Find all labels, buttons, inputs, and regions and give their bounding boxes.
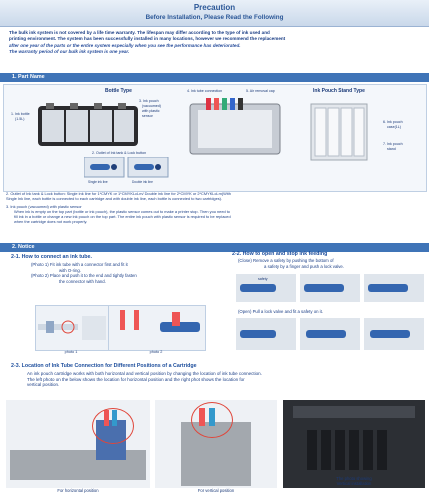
label-safety: safety [258, 277, 268, 281]
text-line: with O-ring. [59, 267, 81, 273]
label-pouch-stand: 7. Ink pouch [383, 142, 403, 146]
caption-line: The photo showing [336, 476, 372, 481]
outlet-lock-illustration [84, 157, 170, 179]
label-pouch-case-2: case(1L) [387, 125, 401, 129]
label-ink-pouch-2: (vacuumed) [142, 104, 161, 108]
pouch-type-label: Ink Pouch Stand Type [313, 88, 365, 94]
note-line: 3. Ink pouch (vacuumed) with plastic sensor [6, 204, 82, 209]
label-double-ink-line: Double ink line [132, 180, 153, 184]
label-pouch-stand-2: stand [387, 147, 396, 151]
label-pouch-case: 6. Ink pouch [383, 120, 403, 124]
text-line: the connector with hand. [59, 278, 106, 284]
caption-installation [283, 476, 425, 486]
caption-line: Vertical installation [336, 481, 372, 486]
open-text: (Open) Pull a lock valve and fit a safety on it. [238, 309, 324, 314]
page-title: Precaution [193, 3, 236, 12]
label-outlet: 2. Outlet of Ink tank & Lock button [92, 151, 147, 155]
photo-2-caption: photo 2 [149, 350, 163, 354]
text-line: vertical position. [27, 382, 60, 388]
open-valve-illustration [236, 318, 426, 352]
text-line: An ink pouch cartridge works with both horizontal and vertical position by changing the location of ink tube connection. [27, 371, 262, 376]
label-single-ink-line: Single ink line [88, 180, 108, 184]
caption-vertical: For vertical position [197, 488, 235, 493]
caption-horizontal: For horizontal position [57, 488, 99, 493]
heading-open-stop: 2-2. How to open and stop ink feeding [232, 251, 328, 257]
photo-1-caption: photo 1 [64, 350, 78, 354]
cartridge-illustration [176, 96, 286, 160]
label-ink-bottle-size: (1.5L) [15, 117, 25, 121]
section-bar-part-name: 1. Part Name [0, 73, 429, 82]
text-line: (Close) Remove a safety by pushing the bottom of [238, 258, 334, 263]
heading-connect-tube: 2-1. How to connect an ink tube. [11, 254, 92, 260]
intro-line: printing environment. The system has been successfully installed in many locations, however we recommend the replacement [9, 36, 286, 42]
close-text [238, 258, 428, 269]
note-line: 2. Outlet of Ink tank & Lock button: Single ink line for 1*CMYK or 1*CMYKLcLm/ Double ink line for 2*CMYK or 2*CMYKLcLm(With [6, 191, 231, 196]
note-outlet [6, 191, 426, 201]
photo-1-illustration [38, 312, 106, 344]
heading-location: 2-3. Location of Ink Tube Connection for Different Positions of a Cartridge [11, 363, 197, 369]
photo-2-illustration [112, 308, 202, 346]
text-line: (Photo 2) Place and push it to the end and tightly fasten [31, 273, 137, 279]
connect-tube-text [31, 262, 231, 284]
label-tube-connection: 4. Ink tube connection [187, 89, 223, 93]
text-line: The left photo on the below shows the location for horizontal position and the right phot shows the location for [27, 376, 245, 382]
intro-text [9, 30, 421, 56]
intro-line: The bulk ink system is not covered by a life time warranty. The lifespan may differ according to the type of ink used and [9, 30, 270, 35]
note-ink-pouch [6, 204, 426, 224]
label-ink-pouch-3: with plastic [142, 109, 160, 113]
bottle-tray-illustration [36, 100, 142, 150]
note-line: when the cartridge does not work properly. [14, 219, 88, 225]
label-air-cap: 5. Air removal cap [246, 89, 275, 93]
intro-line: The warranty period of our bulk ink system is one year. [9, 49, 130, 55]
label-ink-pouch: 3. Ink pouch [139, 99, 159, 103]
intro-line: after one year of the parts or the entire system especially when you see the performance has deteriorated. [9, 42, 241, 48]
note-line: Single Ink line, each bottle is connected to each cartridge and with double ink line, each bottle is connected to two cartridges). [6, 196, 223, 202]
highlight-circle [92, 408, 134, 444]
text-line: a safety by a finger and push a lock valve. [264, 263, 345, 269]
page-subtitle: Before Installation, Please Read the Following [145, 14, 284, 21]
text-line: (Photo 1) Fit ink tube with a connector first and fit it [31, 262, 128, 267]
note-line: fill ink in a bottle or change a new ink pouch on the top part. The entire ink pouch with plastic sensor is required to be replaced [14, 214, 231, 220]
section-bar-notice: 2. Notice [0, 243, 429, 252]
note-line: When ink is empty on the top part (bottle or ink pouch), the plastic sensor comes out to make a printer stop. Then you need to [14, 209, 230, 215]
pouch-stand-illustration [307, 96, 375, 166]
label-ink-pouch-4: sensor [142, 114, 153, 118]
highlight-circle [191, 402, 233, 438]
label-ink-bottle: 1. Ink bottle [11, 112, 30, 116]
vertical-installation-photo [283, 400, 425, 488]
bottle-type-label: Bottle Type [105, 88, 132, 94]
location-text [27, 371, 427, 388]
header-banner [0, 0, 429, 27]
